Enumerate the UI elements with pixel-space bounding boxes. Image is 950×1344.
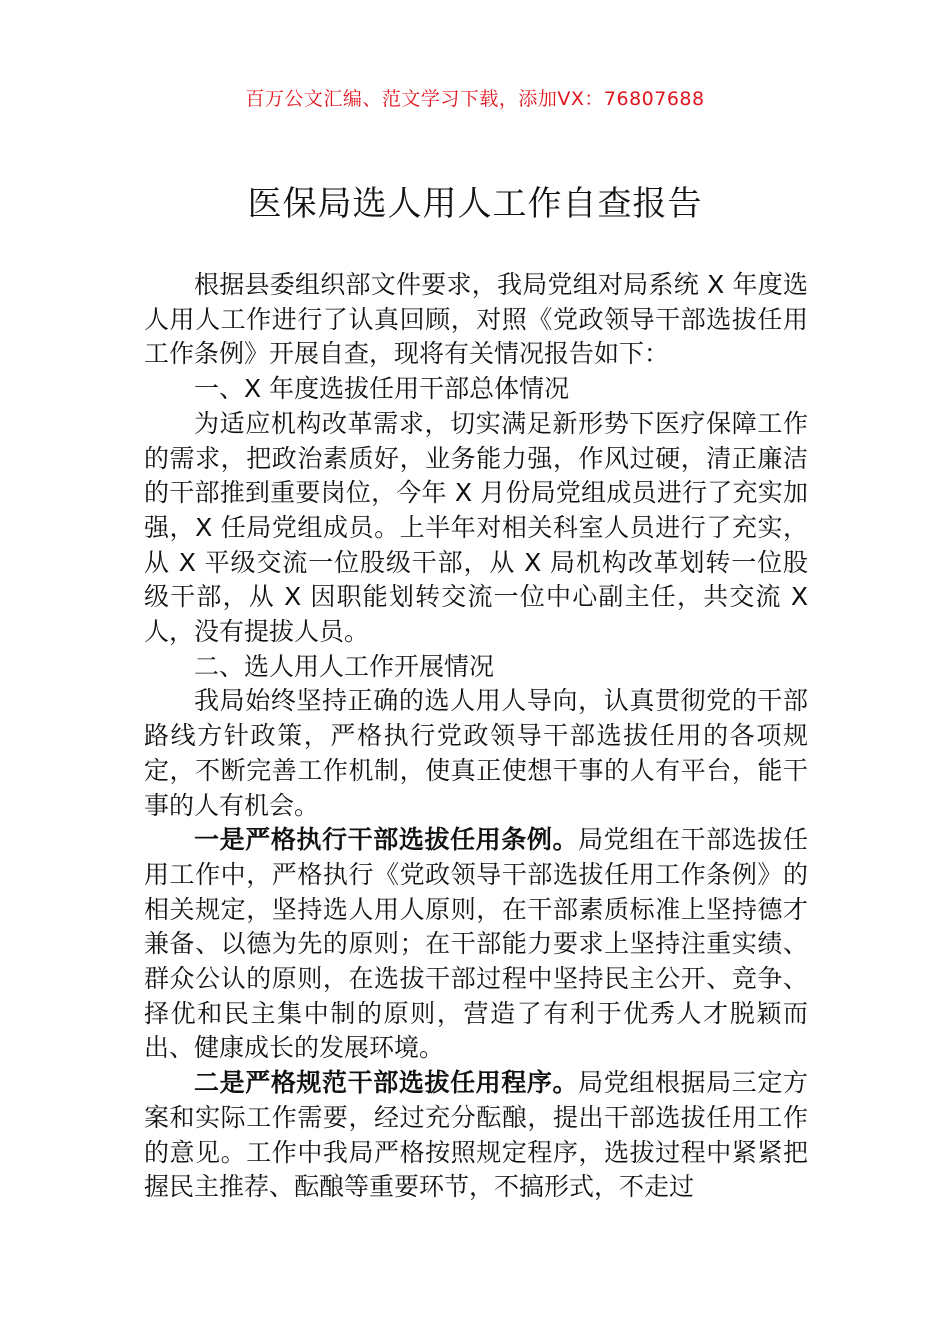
point-1-text: 局党组在干部选拔任用工作中，严格执行《党政领导干部选拔任用工作条例》的相关规定，坚持选人用人原则，在干部素质标准上坚持德才兼备、以德为先的原则；在干部能力要求上坚持注重实绩、群众公认的原则，在选拔干部过程中坚持民主公开、竞争、择优和民主集中制的原则，营造了有利于优秀人才脱颖而出、健康成长的发展环境。: [144, 825, 808, 1063]
document-title: 医保局选人用人工作自查报告: [247, 184, 703, 224]
section-1-paragraph: 为适应机构改革需求，切实满足新形势下医疗保障工作的需求，把政治素质好，业务能力强，作风过硬，清正廉洁的干部推到重要岗位，今年 X 月份局党组成员进行了充实加强，X 任局党组成员。上半年对相关科室人员进行了充实，从 X 平级交流一位股级干部，从 X 局机构改革划转一位股级干部，从 X 因职能划转交流一位中心副主任，共交流 X 人，没有提拔人员。: [144, 408, 808, 647]
section-2-paragraph: 我局始终坚持正确的选人用人导向，认真贯彻党的干部路线方针政策，严格执行党政领导干部选拔任用的各项规定，不断完善工作机制，使真正使想干事的人有平台，能干事的人有机会。: [144, 686, 808, 820]
document-body: [144, 268, 808, 1205]
section-heading-1: 一、X 年度选拔任用干部总体情况: [194, 374, 570, 404]
intro-paragraph: 根据县委组织部文件要求，我局党组对局系统 X 年度选人用人工作进行了认真回顾，对照《党政领导干部选拔任用工作条例》开展自查，现将有关情况报告如下：: [144, 270, 808, 369]
point-1-paragraph: [144, 823, 808, 1066]
point-2-paragraph: [144, 1066, 808, 1205]
section-heading-2: 二、选人用人工作开展情况: [194, 651, 495, 681]
point-2-lead: 二是严格规范干部选拔任用程序。: [194, 1068, 579, 1098]
point-2-text: 局党组根据局三定方案和实际工作需要，经过充分酝酿，提出干部选拔任用工作的意见。工作中我局严格按照规定程序，选拔过程中紧紧把握民主推荐、酝酿等重要环节，不搞形式，不走过: [144, 1068, 808, 1202]
point-1-lead: 一是严格执行干部选拔任用条例。: [194, 825, 579, 855]
header-watermark-note: 百万公文汇编、范文学习下载，添加VX：76807688: [245, 88, 705, 110]
